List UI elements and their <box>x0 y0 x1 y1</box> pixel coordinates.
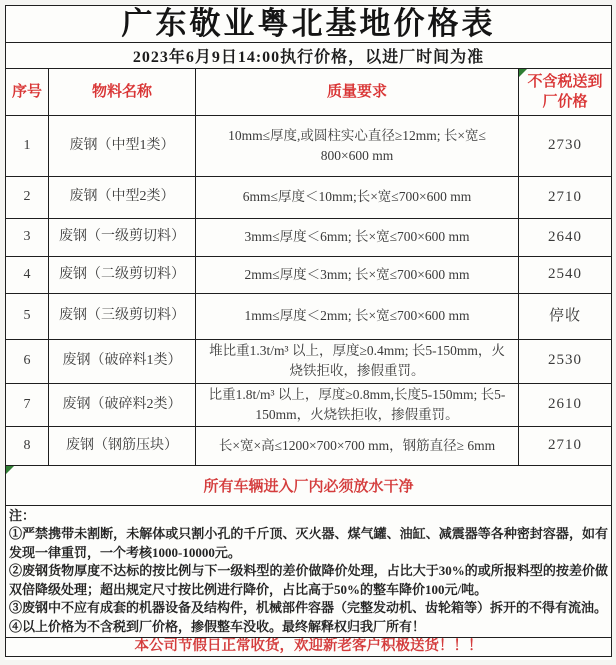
header-price <box>519 69 612 116</box>
row-no: 5 <box>6 294 49 340</box>
material-name: 废钢（二级剪切料） <box>49 257 196 294</box>
quality-requirement: 10mm≤厚度,或圆柱实心直径≥12mm; 长×宽≤ 800×600 mm <box>196 116 519 177</box>
header-material-name: 物料名称 <box>49 69 196 116</box>
table-row <box>6 177 612 219</box>
effective-date-subtitle: 2023年6月9日14:00执行价格，以进厂时间为准 <box>6 43 612 69</box>
price-value: 2710 <box>519 427 612 466</box>
title-row <box>6 6 612 43</box>
notes-label: 注： <box>9 508 36 523</box>
table-row <box>6 383 612 427</box>
notes-row <box>6 506 612 638</box>
row-no: 7 <box>6 383 49 427</box>
material-name: 废钢（一级剪切料） <box>49 219 196 257</box>
quality-requirement: 1mm≤厚度＜2mm; 长×宽≤700×600 mm <box>196 294 519 340</box>
material-name: 废钢（破碎料2类） <box>49 383 196 427</box>
header-no: 序号 <box>6 69 49 116</box>
quality-requirement: 比重1.8t/m³ 以上，厚度≥0.8mm,长度5-150mm; 长5-150mm，火烧铁拒收，掺假重罚。 <box>196 383 519 427</box>
quality-requirement: 堆比重1.3t/m³ 以上，厚度≥0.4mm; 长5-150mm，火烧铁拒收，掺假重罚。 <box>196 340 519 384</box>
table-row <box>6 294 612 340</box>
price-value: 停收 <box>519 294 612 340</box>
row-no: 4 <box>6 257 49 294</box>
row-no: 6 <box>6 340 49 384</box>
price-sheet <box>5 5 611 660</box>
excel-error-triangle-icon <box>6 466 14 474</box>
price-value: 2710 <box>519 177 612 219</box>
row-no: 2 <box>6 177 49 219</box>
footer-row <box>6 638 612 657</box>
notes-block <box>6 506 612 638</box>
notice-row <box>6 466 612 506</box>
table-row <box>6 257 612 294</box>
table-header-row <box>6 69 612 116</box>
row-no: 3 <box>6 219 49 257</box>
page-title: 广东敬业粤北基地价格表 <box>6 6 612 43</box>
material-name: 废钢（钢筋压块） <box>49 427 196 466</box>
material-name: 废钢（三级剪切料） <box>49 294 196 340</box>
material-name: 废钢（中型2类） <box>49 177 196 219</box>
quality-requirement: 长×宽×高≤1200×700×700 mm，钢筋直径≥ 6mm <box>196 427 519 466</box>
quality-requirement: 6mm≤厚度＜10mm;长×宽≤700×600 mm <box>196 177 519 219</box>
vehicle-notice <box>6 466 612 506</box>
price-value: 2610 <box>519 383 612 427</box>
subtitle-row <box>6 43 612 69</box>
price-value: 2640 <box>519 219 612 257</box>
table-row <box>6 340 612 384</box>
footer-slogan: 本公司节假日正常收货，欢迎新老客户积极送货！！！ <box>6 638 612 657</box>
header-price-label: 不含税送到厂价格 <box>527 73 603 110</box>
price-value: 2730 <box>519 116 612 177</box>
note-item-4: ④以上价格为不含税到厂价格，掺假整车没收。最终解释权归我厂所有！ <box>9 618 426 634</box>
header-quality-requirement: 质量要求 <box>196 69 519 116</box>
price-value: 2530 <box>519 340 612 384</box>
price-value: 2540 <box>519 257 612 294</box>
vehicle-notice-text: 所有车辆进入厂内必须放水干净 <box>203 479 414 495</box>
note-item-3: ③废钢中不应有成套的机器设备及结构件，机械部件容器（完整发动机、齿轮箱等）拆开的不得有流油。 <box>9 600 608 616</box>
row-no: 8 <box>6 427 49 466</box>
row-no: 1 <box>6 116 49 177</box>
table-row <box>6 427 612 466</box>
quality-requirement: 3mm≤厚度＜6mm; 长×宽≤700×600 mm <box>196 219 519 257</box>
quality-requirement: 2mm≤厚度＜3mm; 长×宽≤700×600 mm <box>196 257 519 294</box>
table-row <box>6 219 612 257</box>
note-item-2: ②废钢货物厚度不达标的按比例与下一级料型的差价做降价处理，占比大于30%的或所报料型的按差价做双倍降级处理；超出规定尺寸按比例进行降价，占比高于50%的整车降价100元/吨。 <box>9 563 608 597</box>
table-row <box>6 116 612 177</box>
note-item-1: ①严禁携带未割断，未解体或只割小孔的千斤顶、灭火器、煤气罐、油缸、减震器等各种密封容器，如有发现一律重罚，一个考核1000-10000元。 <box>9 526 608 560</box>
material-name: 废钢（中型1类） <box>49 116 196 177</box>
material-name: 废钢（破碎料1类） <box>49 340 196 384</box>
excel-error-triangle-icon <box>519 69 527 77</box>
price-table <box>5 5 612 657</box>
